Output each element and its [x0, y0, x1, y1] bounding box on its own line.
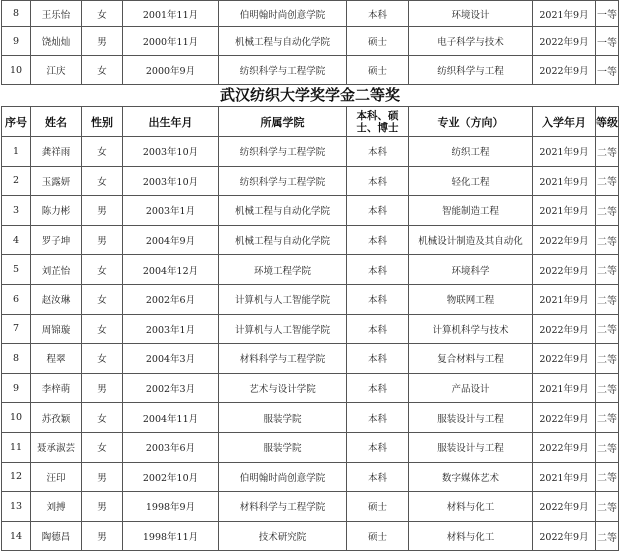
cell-gender: 女: [82, 314, 123, 344]
first-prize-table-continuation: [1, 0, 619, 85]
cell-major: 环境设计: [409, 1, 533, 27]
table-row: [2, 403, 619, 433]
cell-no: 8: [2, 344, 31, 374]
cell-enroll: 2022年9月: [533, 432, 596, 462]
cell-no: 11: [2, 432, 31, 462]
cell-degree: 本科: [347, 137, 409, 167]
table-row: [2, 56, 619, 85]
cell-gender: 女: [82, 284, 123, 314]
cell-level: 二等: [596, 166, 619, 196]
table-header-row: [2, 107, 619, 137]
table-row: [2, 521, 619, 551]
cell-level: 二等: [596, 373, 619, 403]
table-row: [2, 432, 619, 462]
cell-gender: 女: [82, 166, 123, 196]
cell-major: 纺织工程: [409, 137, 533, 167]
cell-name: 王乐怡: [31, 1, 82, 27]
cell-college: 纺织科学与工程学院: [219, 56, 347, 85]
cell-level: 二等: [596, 521, 619, 551]
table-row: [2, 27, 619, 56]
cell-birth: 2004年11月: [123, 403, 219, 433]
cell-college: 环境工程学院: [219, 255, 347, 285]
cell-enroll: 2021年9月: [533, 284, 596, 314]
cell-college: 机械工程与自动化学院: [219, 27, 347, 56]
cell-name: 陶德昌: [31, 521, 82, 551]
cell-name: 罗子坤: [31, 225, 82, 255]
cell-college: 纺织科学与工程学院: [219, 137, 347, 167]
cell-major: 材料与化工: [409, 492, 533, 522]
header-birth: 出生年月: [123, 107, 219, 137]
table-row: [2, 314, 619, 344]
cell-level: 二等: [596, 255, 619, 285]
cell-level: 二等: [596, 432, 619, 462]
cell-no: 3: [2, 196, 31, 226]
cell-level: 二等: [596, 196, 619, 226]
cell-no: 10: [2, 56, 31, 85]
cell-name: 龚祥雨: [31, 137, 82, 167]
cell-major: 物联网工程: [409, 284, 533, 314]
cell-name: 周锦璇: [31, 314, 82, 344]
cell-college: 伯明翰时尚创意学院: [219, 462, 347, 492]
cell-enroll: 2022年9月: [533, 492, 596, 522]
cell-name: 汪印: [31, 462, 82, 492]
cell-degree: 本科: [347, 225, 409, 255]
header-level: 等级: [596, 107, 619, 137]
cell-major: 服装设计与工程: [409, 403, 533, 433]
cell-level: 二等: [596, 492, 619, 522]
cell-college: 材料科学与工程学院: [219, 492, 347, 522]
header-degree: 本科、硕士、博士: [347, 107, 409, 137]
cell-level: 二等: [596, 462, 619, 492]
cell-no: 8: [2, 1, 31, 27]
cell-college: 机械工程与自动化学院: [219, 196, 347, 226]
cell-degree: 本科: [347, 344, 409, 374]
cell-college: 机械工程与自动化学院: [219, 225, 347, 255]
cell-birth: 2000年9月: [123, 56, 219, 85]
cell-birth: 2004年9月: [123, 225, 219, 255]
cell-no: 4: [2, 225, 31, 255]
cell-degree: 硕士: [347, 56, 409, 85]
cell-gender: 女: [82, 432, 123, 462]
table-row: [2, 373, 619, 403]
cell-birth: 2003年1月: [123, 314, 219, 344]
cell-gender: 男: [82, 521, 123, 551]
cell-degree: 本科: [347, 314, 409, 344]
cell-degree: 硕士: [347, 492, 409, 522]
cell-gender: 女: [82, 1, 123, 27]
cell-no: 9: [2, 373, 31, 403]
cell-enroll: 2021年9月: [533, 1, 596, 27]
cell-gender: 男: [82, 492, 123, 522]
cell-birth: 2003年6月: [123, 432, 219, 462]
cell-college: 材料科学与工程学院: [219, 344, 347, 374]
cell-gender: 女: [82, 255, 123, 285]
cell-enroll: 2021年9月: [533, 137, 596, 167]
cell-major: 产品设计: [409, 373, 533, 403]
cell-no: 12: [2, 462, 31, 492]
cell-name: 陈力彬: [31, 196, 82, 226]
cell-no: 5: [2, 255, 31, 285]
cell-level: 一等: [596, 56, 619, 85]
header-major: 专业（方向）: [409, 107, 533, 137]
cell-degree: 硕士: [347, 521, 409, 551]
cell-degree: 硕士: [347, 27, 409, 56]
cell-college: 技术研究院: [219, 521, 347, 551]
cell-degree: 本科: [347, 166, 409, 196]
cell-enroll: 2021年9月: [533, 373, 596, 403]
cell-college: 纺织科学与工程学院: [219, 166, 347, 196]
cell-degree: 本科: [347, 284, 409, 314]
cell-name: 饶灿灿: [31, 27, 82, 56]
cell-level: 二等: [596, 225, 619, 255]
cell-name: 刘芷怡: [31, 255, 82, 285]
header-college: 所属学院: [219, 107, 347, 137]
cell-major: 智能制造工程: [409, 196, 533, 226]
table-row: [2, 255, 619, 285]
cell-gender: 女: [82, 56, 123, 85]
cell-birth: 2003年10月: [123, 166, 219, 196]
second-prize-table: [1, 106, 619, 551]
cell-major: 机械设计制造及其自动化: [409, 225, 533, 255]
cell-major: 轻化工程: [409, 166, 533, 196]
cell-birth: 2001年11月: [123, 1, 219, 27]
cell-gender: 男: [82, 373, 123, 403]
cell-major: 环境科学: [409, 255, 533, 285]
cell-birth: 1998年9月: [123, 492, 219, 522]
cell-gender: 女: [82, 403, 123, 433]
cell-name: 玉露妍: [31, 166, 82, 196]
cell-degree: 本科: [347, 403, 409, 433]
cell-no: 14: [2, 521, 31, 551]
cell-major: 计算机科学与技术: [409, 314, 533, 344]
cell-gender: 男: [82, 225, 123, 255]
cell-major: 材料与化工: [409, 521, 533, 551]
table-row: [2, 166, 619, 196]
cell-enroll: 2021年9月: [533, 462, 596, 492]
header-no: 序号: [2, 107, 31, 137]
cell-no: 13: [2, 492, 31, 522]
section-title: 武汉纺织大学奖学金二等奖: [219, 86, 400, 104]
cell-no: 1: [2, 137, 31, 167]
cell-level: 二等: [596, 284, 619, 314]
cell-level: 二等: [596, 403, 619, 433]
cell-college: 艺术与设计学院: [219, 373, 347, 403]
table-row: [2, 137, 619, 167]
cell-birth: 2002年6月: [123, 284, 219, 314]
cell-gender: 女: [82, 344, 123, 374]
cell-enroll: 2022年9月: [533, 27, 596, 56]
cell-enroll: 2022年9月: [533, 521, 596, 551]
cell-birth: 2004年3月: [123, 344, 219, 374]
cell-level: 一等: [596, 27, 619, 56]
cell-degree: 本科: [347, 373, 409, 403]
cell-name: 江庆: [31, 56, 82, 85]
cell-college: 计算机与人工智能学院: [219, 284, 347, 314]
cell-college: 服装学院: [219, 432, 347, 462]
table-row: [2, 462, 619, 492]
cell-name: 苏孜颖: [31, 403, 82, 433]
cell-no: 10: [2, 403, 31, 433]
cell-degree: 本科: [347, 1, 409, 27]
cell-major: 服装设计与工程: [409, 432, 533, 462]
cell-name: 聂承淑芸: [31, 432, 82, 462]
cell-college: 计算机与人工智能学院: [219, 314, 347, 344]
cell-birth: 2003年1月: [123, 196, 219, 226]
cell-gender: 女: [82, 137, 123, 167]
cell-major: 纺织科学与工程: [409, 56, 533, 85]
cell-name: 赵汝琳: [31, 284, 82, 314]
header-name: 姓名: [31, 107, 82, 137]
cell-name: 李梓萌: [31, 373, 82, 403]
cell-enroll: 2022年9月: [533, 314, 596, 344]
cell-birth: 2000年11月: [123, 27, 219, 56]
cell-birth: 1998年11月: [123, 521, 219, 551]
cell-level: 一等: [596, 1, 619, 27]
cell-major: 复合材料与工程: [409, 344, 533, 374]
header-gender: 性别: [82, 107, 123, 137]
cell-degree: 本科: [347, 196, 409, 226]
cell-name: 刘搏: [31, 492, 82, 522]
cell-gender: 男: [82, 27, 123, 56]
cell-enroll: 2021年9月: [533, 166, 596, 196]
table-row: [2, 225, 619, 255]
table-row: [2, 284, 619, 314]
cell-gender: 男: [82, 196, 123, 226]
cell-no: 2: [2, 166, 31, 196]
table-row: [2, 492, 619, 522]
cell-college: 服装学院: [219, 403, 347, 433]
cell-birth: 2002年3月: [123, 373, 219, 403]
cell-degree: 本科: [347, 255, 409, 285]
cell-major: 电子科学与技术: [409, 27, 533, 56]
cell-enroll: 2022年9月: [533, 344, 596, 374]
cell-degree: 本科: [347, 462, 409, 492]
cell-birth: 2004年12月: [123, 255, 219, 285]
cell-enroll: 2022年9月: [533, 255, 596, 285]
table-row: [2, 196, 619, 226]
cell-enroll: 2022年9月: [533, 403, 596, 433]
cell-college: 伯明翰时尚创意学院: [219, 1, 347, 27]
cell-no: 7: [2, 314, 31, 344]
cell-enroll: 2021年9月: [533, 196, 596, 226]
cell-enroll: 2022年9月: [533, 225, 596, 255]
cell-enroll: 2022年9月: [533, 56, 596, 85]
cell-major: 数字媒体艺术: [409, 462, 533, 492]
table-row: [2, 1, 619, 27]
cell-birth: 2003年10月: [123, 137, 219, 167]
cell-degree: 本科: [347, 432, 409, 462]
cell-gender: 男: [82, 462, 123, 492]
cell-level: 二等: [596, 314, 619, 344]
cell-level: 二等: [596, 137, 619, 167]
cell-name: 程翠: [31, 344, 82, 374]
table-row: [2, 344, 619, 374]
cell-level: 二等: [596, 344, 619, 374]
cell-birth: 2002年10月: [123, 462, 219, 492]
cell-no: 6: [2, 284, 31, 314]
cell-no: 9: [2, 27, 31, 56]
header-enroll: 入学年月: [533, 107, 596, 137]
